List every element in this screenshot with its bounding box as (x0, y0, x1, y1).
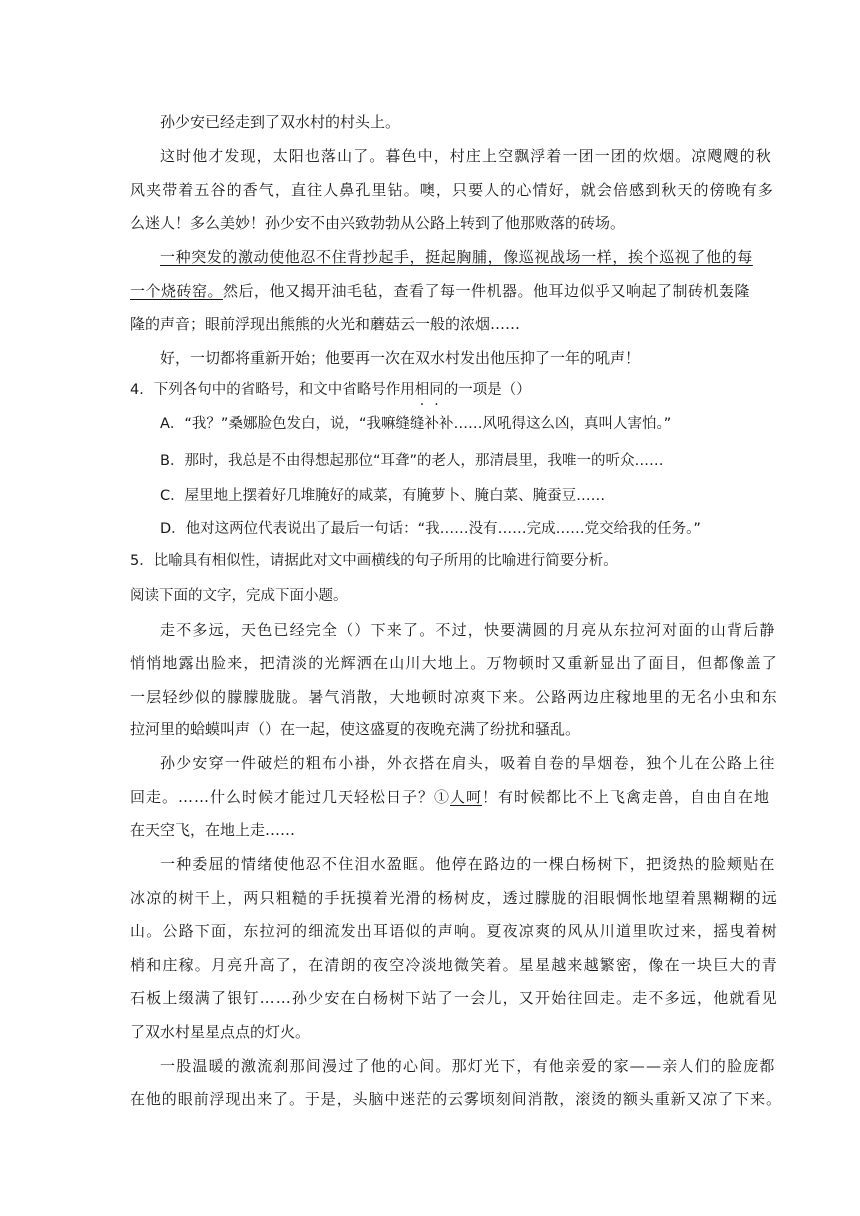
paragraph-line: 走不多远，天色已经完全（）下来了。不过，快要满圆的月亮从东拉河对面的山背后静 (160, 621, 776, 639)
question-5: 5．比喻具有相似性，请据此对文中画横线的句子所用的比喻进行简要分析。 (130, 553, 618, 569)
emphasis-dot-char: 相 (414, 382, 430, 398)
paragraph-line: 石板上缀满了银钉……孙少安在白杨树下站了一会儿，又开始往回走。走不多远，他就看见 (130, 989, 779, 1007)
paragraph-line: 了双水村星星点点的灯火。 (130, 1023, 311, 1041)
paragraph-line: 拉河里的蛤蟆叫声（）在一起，使这盛夏的夜晚充满了纷扰和骚乱。 (130, 720, 581, 738)
paragraph-line: 一股温暖的激流刹那间漫过了他的心间。那灯光下，有他亲爱的家——亲人们的脸庞都 (160, 1057, 776, 1075)
paragraph-line (130, 787, 770, 807)
paragraph-line: 悄悄地露出脸来，把清淡的光辉洒在山川大地上。万物顿时又重新显出了面目，但都像盖了 (130, 654, 779, 672)
paragraph-line: 孙少安穿一件破烂的粗布小褂，外衣搭在肩头，吸着自卷的旱烟卷，独个儿在公路上往 (160, 754, 776, 772)
question-text: 4．下列各句中的省略号，和文中省略号作用 (130, 382, 415, 398)
paragraph-line: 冰凉的树干上，两只粗糙的手抚摸着光滑的杨树皮，透过朦胧的泪眼惆怅地望着黑糊糊的远 (130, 889, 779, 907)
option-d: D．他对这两位代表说出了最后一句话：“我……没有……完成……党交给我的任务。” (160, 521, 701, 537)
question-text: 的一项是（） (443, 382, 531, 398)
paragraph-line: 好，一切都将重新开始；他要再一次在双水村发出他压抑了一年的吼声！ (160, 349, 641, 367)
question-4-stem (130, 380, 531, 400)
paragraph-line: 一种委屈的情绪使他忍不住泪水盈眶。他停在路边的一棵白杨树下，把烫热的脸颊贴在 (160, 855, 776, 873)
paragraph-line (130, 281, 750, 301)
underlined-sentence: 一个烧砖窑。 (130, 282, 224, 300)
underlined-phrase: 人呵 (450, 788, 483, 806)
paragraph-line: 梢和庄稼。月亮升高了，在清朗的夜空冷淡地微笑着。星星越来越繁密，像在一块巨大的青 (130, 956, 779, 974)
reading-instruction: 阅读下面的文字，完成下面小题。 (130, 588, 348, 604)
paragraph-line: 一层轻纱似的朦朦胧胧。暑气消散，大地顿时凉爽下来。公路两边庄稼地里的无名小虫和东 (130, 688, 779, 706)
paragraph-line: 在天空飞，在地上走…… (130, 821, 296, 839)
paragraph-line: 隆的声音；眼前浮现出熊熊的火光和蘑菇云一般的浓烟…… (130, 315, 521, 333)
option-a: A．“我？”桑娜脸色发白，说，“我嘛缝缝补补……风吼得这么凶，真叫人害怕。” (160, 416, 672, 432)
option-b: B．那时，我总是不由得想起那位“耳聋”的老人，那清晨里，我唯一的听众…… (160, 453, 664, 469)
emphasis-dot-char: 同 (429, 382, 444, 398)
paragraph-line: 风夹带着五谷的香气，直往人鼻孔里钻。噢，只要人的心情好，就会倍感到秋天的傍晚有多 (130, 181, 775, 199)
paragraph-line: 山。公路下面，东拉河的细流发出耳语似的声响。夏夜凉爽的风从川道里吹过来，摇曳着树 (130, 922, 779, 940)
paragraph-text: ！有时候都比不上飞禽走兽，自由自在地 (482, 788, 771, 806)
paragraph-text: 回走。……什么时候才能过几天轻松日子？① (130, 788, 451, 806)
paragraph-line: 孙少安已经走到了双水村的村头上。 (160, 113, 401, 131)
paragraph-line: 在他的眼前浮现出来了。于是，头脑中迷茫的云雾顷刻间消散，滚烫的额头重新又凉了下来。 (130, 1090, 782, 1108)
underlined-sentence: 一种突发的激动使他忍不住背抄起手，挺起胸脯，像巡视战场一样，挨个巡视了他的每 (160, 248, 753, 266)
paragraph-line: 这时他才发现，太阳也落山了。暮色中，村庄上空飘浮着一团一团的炊烟。凉飕飕的秋 (160, 147, 772, 165)
option-c: C．屋里地上摆着好几堆腌好的咸菜，有腌萝卜、腌白菜、腌蚕豆…… (160, 488, 606, 504)
paragraph-text: 然后，他又揭开油毛毡，查看了每一件机器。他耳边似乎又响起了制砖机轰隆 (223, 282, 751, 300)
paragraph-line: 么迷人！多么美妙！孙少安不由兴致勃勃从公路上转到了他那败落的砖场。 (130, 214, 626, 232)
